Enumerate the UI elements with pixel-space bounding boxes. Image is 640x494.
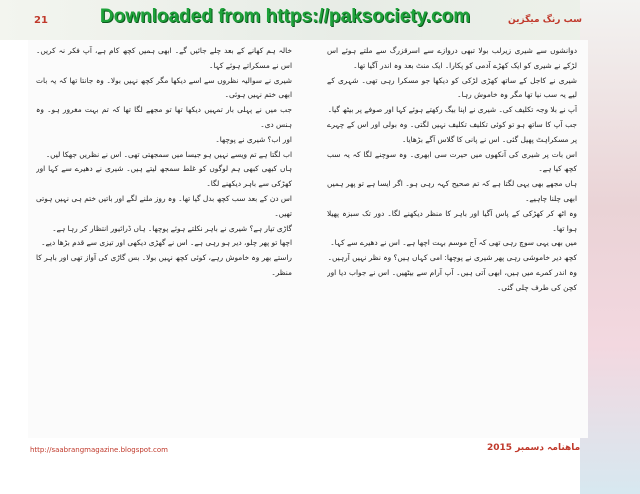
paragraph: دوانشوں سے شیری زیرلب بولا تبھی دروازے سے اسرقزرگ سے ملتے ہوئے اس لڑکے نے شیری کو ایک کھڑے آدمی کو پکارا۔ ایک منٹ بعد وہ اندر آگیا تھا۔ bbox=[327, 46, 577, 70]
decorative-flower-border bbox=[580, 0, 640, 494]
paragraph: خالہ ہم کھانے کے بعد چلے جائیں گے۔ ابھی ہمیں کچھ کام ہے، آپ فکر نہ کریں۔ اس نے مسکراتے ہوئے کہا۔ bbox=[36, 46, 292, 70]
paragraph: میں بھی یہی سوچ رہی تھی کہ آج موسم بہت اچھا ہے۔ اس نے دھیرے سے کہا۔ bbox=[330, 238, 577, 248]
footer-url-link[interactable]: http://saabrangmagazine.blogspot.com bbox=[30, 446, 168, 454]
paragraph: اور اب؟ شیری نے پوچھا۔ bbox=[215, 134, 292, 144]
download-banner: Downloaded from https://paksociety.com bbox=[99, 6, 471, 27]
paragraph: شیری نے سوالیہ نظروں سے اسے دیکھا مگر کچھ نہیں بولا۔ وہ جانتا تھا کہ یہ بات ابھی ختم نہیں ہوئی۔ bbox=[36, 75, 292, 100]
paragraph: جب میں نے پہلی بار تمہیں دیکھا تھا تو مجھے لگا تھا کہ تم بہت مغرور ہو۔ وہ ہنس دی۔ bbox=[36, 105, 292, 129]
paragraph: ہاں مجھے بھی یہی لگتا ہے کہ تم صحیح کہہ رہی ہو۔ اگر ایسا ہے تو پھر ہمیں ابھی چلنا چاہیے۔ bbox=[327, 179, 577, 203]
paragraph: شیری نے کاجل کے ساتھ کھڑی لڑکی کو دیکھا جو مسکرا رہی تھی۔ شہری کے لیے یہ سب نیا تھا مگر وہ خاموش رہا۔ bbox=[327, 75, 577, 100]
page-number: 21 bbox=[34, 15, 48, 26]
text-column-right bbox=[327, 44, 577, 432]
paragraph: راستے بھر وہ خاموش رہے، کوئی کچھ نہیں بولا۔ بس گاڑی کی آواز تھی اور باہر کا منظر۔ bbox=[36, 253, 292, 277]
magazine-title: سب رنگ میگزین bbox=[508, 15, 582, 25]
paragraph: ہاں کبھی کبھی ہم لوگوں کو غلط سمجھ لیتے ہیں۔ شیری نے دھیرے سے کہا اور کھڑکی سے باہر دیکھنے لگا۔ bbox=[36, 164, 292, 189]
paragraph: جب آپ کا ساتھ ہو تو کوئی تکلیف تکلیف نہیں لگتی۔ وہ بولی اور اس کے چہرے پر مسکراہٹ پھیل گئی۔ اس نے پانی کا گلاس آگے بڑھایا۔ bbox=[327, 119, 577, 144]
paragraph: اس دن کے بعد سب کچھ بدل گیا تھا۔ وہ روز ملنے لگے اور باتیں ختم ہی نہیں ہوتی تھیں۔ bbox=[36, 193, 292, 218]
paragraph: آپ نے بلا وجہ تکلیف کی۔ شیری نے اپنا بیگ رکھتے ہوئے کہا اور صوفے پر بیٹھ گیا۔ bbox=[327, 105, 577, 115]
paragraph: کچھ دیر خاموشی رہی پھر شیری نے پوچھا: امی کہاں ہیں؟ وہ نظر نہیں آرہیں۔ bbox=[327, 253, 577, 263]
paragraph: اس بات پر شیری کی آنکھوں میں حیرت سی ابھری۔ وہ سوچنے لگا کہ یہ سب کچھ کیا ہے۔ bbox=[327, 149, 577, 174]
footer-issue-label: ماهنامہ دسمبر 2015 bbox=[487, 443, 581, 453]
paragraph: اب لگتا ہے تم ویسے نہیں ہو جیسا میں سمجھتی تھی۔ اس نے نظریں جھکا لیں۔ bbox=[45, 149, 292, 159]
paragraph: اچھا تو پھر چلو، دیر ہو رہی ہے۔ اس نے گھڑی دیکھی اور تیزی سے قدم بڑھا دیے۔ bbox=[41, 238, 292, 248]
paragraph: وہ اٹھ کر کھڑکی کے پاس آگیا اور باہر کا منظر دیکھنے لگا۔ دور تک سبزہ پھیلا ہوا تھا۔ bbox=[327, 208, 577, 233]
paragraph: وہ اندر کمرے میں ہیں، ابھی آتی ہیں۔ آپ آرام سے بیٹھیں۔ اس نے جواب دیا اور کچن کی طرف چلی گئی۔ bbox=[327, 267, 577, 292]
paragraph: گاڑی تیار ہے؟ شیری نے باہر نکلتے ہوئے پوچھا۔ ہاں ڈرائیور انتظار کر رہا ہے۔ bbox=[52, 223, 292, 233]
text-column-left bbox=[36, 44, 292, 432]
